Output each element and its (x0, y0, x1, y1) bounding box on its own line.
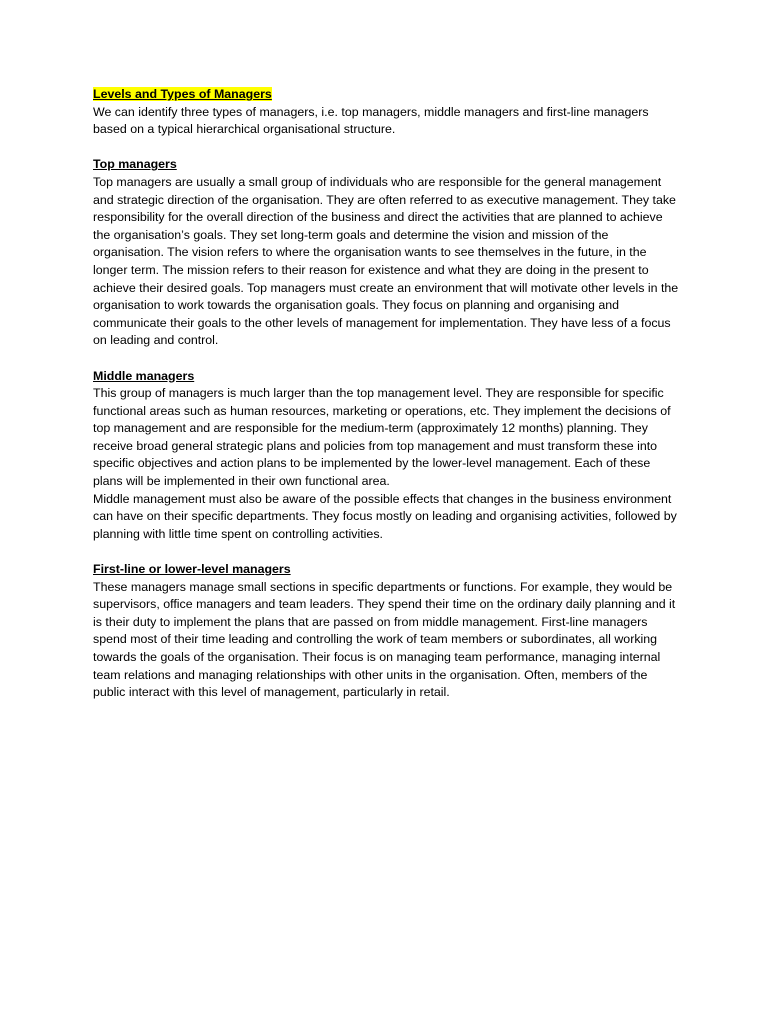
document-title (93, 86, 679, 104)
section-paragraph-top-managers: Top managers are usually a small group of individuals who are responsible for the general management and strategic direction of the organisation. They are often referred to as executive management. They take responsibility for the overall direction of the business and direct the activities that are planned to achieve the organisation’s goals. They set long-term goals and determine the vision and mission of the organisation. The vision refers to where the organisation wants to see themselves in the future, in the longer term. The mission refers to their reason for existence and what they are doing in the present to achieve their desired goals. Top managers must create an environment that will motivate other levels in the organisation to work towards the organisation goals. They focus on planning and organising and communicate their goals to the other levels of management for implementation. They have less of a focus on leading and control. (93, 174, 679, 348)
spacer (93, 350, 679, 368)
spacer (93, 543, 679, 561)
spacer (93, 139, 679, 157)
section-paragraph-middle-managers-1: This group of managers is much larger than the top management level. They are responsible for specific functional areas such as human resources, marketing or operations, etc. They implement the decisions of top management and are responsible for the medium-term (approximately 12 months) planning. They receive broad general strategic plans and policies from top management and must transform these into specific objectives and action plans to be implemented by the lower-level management. Each of these plans will be implemented in their own functional area. (93, 386, 671, 489)
section-heading-top-managers: Top managers (93, 157, 177, 172)
document-body (93, 86, 679, 702)
section-heading-first-line-managers: First-line or lower-level managers (93, 562, 291, 577)
section-paragraph-middle-managers-2: Middle management must also be aware of the possible effects that changes in the business environment can have on their specific departments. They focus mostly on leading and organising activities, followed by planning with little time spent on controlling activities. (93, 491, 677, 541)
document-title-text: Levels and Types of Managers (93, 87, 272, 101)
section-paragraph-first-line-managers: These managers manage small sections in specific departments or functions. For example, they would be supervisors, office managers and team leaders. They spend their time on the ordinary daily planning and it is their duty to implement the plans that are passed on from middle management. First-line managers spend most of their time leading and controlling the work of team members or subordinates, all working towards the goals of the organisation. Their focus is on managing team performance, managing internal team relations and managing relationships with other units in the organisation. Often, members of the public interact with this level of management, particularly in retail. (93, 579, 676, 700)
intro-paragraph: We can identify three types of managers, i.e. top managers, middle managers and first-line managers based on a typical hierarchical organisational structure. (93, 104, 649, 137)
section-heading-middle-managers: Middle managers (93, 368, 195, 383)
